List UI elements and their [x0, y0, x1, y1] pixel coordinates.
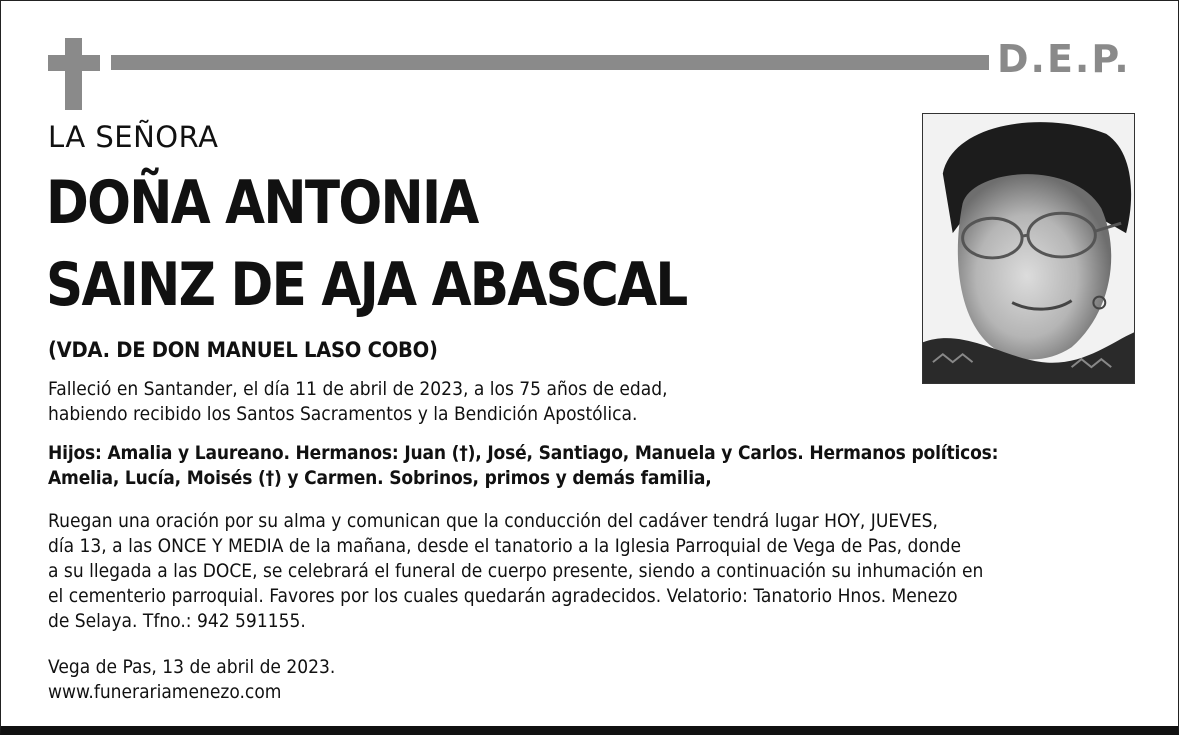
portrait-photo — [922, 113, 1135, 384]
death-details — [48, 377, 668, 427]
text-line: habiendo recibido los Santos Sacramentos y la Bendición Apostólica. — [48, 403, 638, 425]
text-line: el cementerio parroquial. Favores por los cuales quedarán agradecidos. Velatorio: Tanatorio Hnos. Menezo — [48, 585, 958, 607]
text-line: Hijos: Amalia y Laureano. Hermanos: Juan (†), José, Santiago, Manuela y Carlos. Hermanos políticos: — [48, 442, 999, 464]
deceased-name-line-1: DOÑA ANTONIA — [46, 168, 478, 238]
text-line: a su llegada a las DOCE, se celebrará el funeral de cuerpo presente, siendo a continuación su inhumación en — [48, 560, 984, 582]
text-line: de Selaya. Tfno.: 942 591155. — [48, 610, 306, 632]
header-rule — [111, 55, 989, 70]
website-link[interactable]: www.funerariamenezo.com — [48, 681, 282, 703]
text-line: Falleció en Santander, el día 11 de abril de 2023, a los 75 años de edad, — [48, 378, 668, 400]
place-date: Vega de Pas, 13 de abril de 2023. — [48, 656, 336, 678]
intro-label: LA SEÑORA — [48, 120, 219, 154]
ceremony-details — [48, 509, 983, 634]
footer — [48, 655, 335, 705]
family-list — [48, 441, 998, 491]
text-line: Amelia, Lucía, Moisés (†) y Carmen. Sobrinos, primos y demás familia, — [48, 467, 712, 489]
dep-label: D.E.P. — [997, 37, 1131, 81]
deceased-name-line-2: SAINZ DE AJA ABASCAL — [46, 250, 687, 320]
text-line: día 13, a las ONCE Y MEDIA de la mañana, desde el tanatorio a la Iglesia Parroquial de Vega de Pas, donde — [48, 535, 962, 557]
widow-of-line: (VDA. DE DON MANUEL LASO COBO) — [48, 338, 438, 362]
cross-icon — [48, 38, 100, 110]
text-line: Ruegan una oración por su alma y comunican que la conducción del cadáver tendrá lugar HOY, JUEVES, — [48, 510, 938, 532]
